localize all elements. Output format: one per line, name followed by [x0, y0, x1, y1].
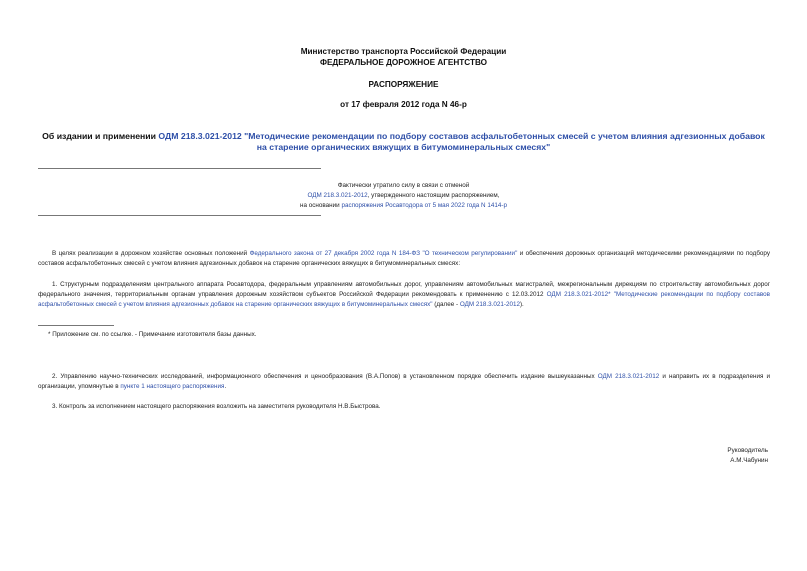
item-2-clause-link[interactable]: пункте 1 настоящего распоряжения — [120, 383, 225, 390]
footnote-divider — [38, 325, 114, 326]
item-1-text2: (далее - — [432, 301, 460, 308]
ministry-name: Министерство транспорта Российской Федерации — [300, 47, 507, 56]
divider-top — [38, 168, 321, 169]
document-date-number: от 17 февраля 2012 года N 46-р — [340, 100, 467, 109]
status-note-line2 — [0, 191, 807, 201]
status-note-odm-link[interactable]: ОДМ 218.3.021-2012 — [307, 192, 368, 199]
item-1-text1: 1. Структурным подразделениям центрального аппарата Росавтодора, федеральным управлениям автомобильных дорог, управлениям автомобильных магистралей, межрегиональным дирекциям по строительству автомобильных дорог федерального значения, территориальным органам управления дорожным хозяйством субъектов Российской Федерации рекомендовать к применению с 12.03.2012 — [38, 281, 770, 298]
signature-role: Руководитель — [727, 447, 768, 454]
divider-bottom — [38, 215, 321, 216]
item-3-text: 3. Контроль за исполнением настоящего распоряжения возложить на заместителя руководителя Н.В.Быстрова. — [52, 403, 381, 410]
agency-name: ФЕДЕРАЛЬНОЕ ДОРОЖНОЕ АГЕНТСТВО — [319, 58, 488, 67]
title-prefix: Об издании и применении — [42, 131, 159, 141]
item-1-odm-link[interactable]: ОДМ 218.3.021-2012* "Методические рекомендации по подбору составов асфальтобетонных смесей с учетом влияния адгезионных добавок на старение органических вяжущих в битумоминеральных смесях" — [38, 291, 770, 308]
footnote: * Приложение см. по ссылке. - Примечание изготовителя базы данных. — [48, 331, 257, 338]
federal-law-link[interactable]: Федерального закона от 27 декабря 2002 года N 184-ФЗ "О техническом регулировании" — [249, 250, 518, 257]
item-3-paragraph — [38, 402, 770, 412]
preamble-paragraph — [38, 249, 770, 269]
status-note-line3-prefix: на основании — [300, 202, 342, 209]
item-2-text2: и направить их в подразделения и организации, упомянутые в — [38, 373, 770, 390]
status-note-order-link[interactable]: распоряжения Росавтодора от 5 мая 2022 года N 1414-р — [341, 202, 507, 209]
item-2-text3: . — [224, 383, 227, 390]
preamble-text2: и обеспечения дорожных организаций методическими рекомендациями по подбору составов асфальтобетонных смесей с учетом влияния адгезионных добавок на старение органических вяжущих в битумоминеральных смесях: — [38, 250, 771, 267]
item-2-paragraph — [38, 372, 770, 392]
item-2-text1: 2. Управлению научно-технических исследований, информационного обеспечения и ценообразования (В.А.Попов) в установленном порядке обеспечить издание вышеуказанных — [52, 373, 598, 380]
status-note-line2-rest: , утвержденного настоящим распоряжением, — [367, 192, 500, 199]
title-link[interactable]: ОДМ 218.3.021-2012 "Методические рекомендации по подбору составов асфальтобетонных смесей с учетом влияния адгезионных добавок на старение органических вяжущих в битумоминеральных смесях" — [158, 131, 765, 152]
status-note-line1: Фактически утратило силу в связи с отменой — [337, 182, 470, 189]
item-1-odm-short-link[interactable]: ОДМ 218.3.021-2012 — [459, 301, 520, 308]
item-1-text3: ). — [519, 301, 524, 308]
preamble-text1: В целях реализации в дорожном хозяйстве основных положений — [52, 250, 250, 257]
item-2-odm-link[interactable]: ОДМ 218.3.021-2012 — [597, 373, 660, 380]
document-type: РАСПОРЯЖЕНИЕ — [368, 80, 439, 89]
item-1-paragraph — [38, 280, 770, 310]
status-note-line3 — [0, 201, 807, 211]
document-title — [40, 131, 767, 153]
signature-name: А.М.Чабунин — [730, 457, 768, 464]
